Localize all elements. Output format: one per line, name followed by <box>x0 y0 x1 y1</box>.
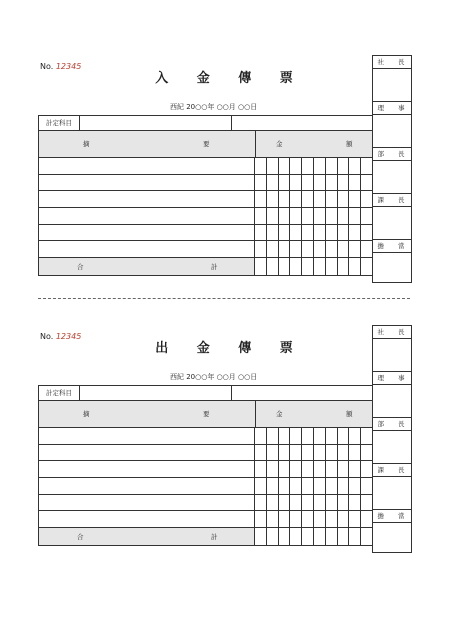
table-row[interactable] <box>39 158 372 175</box>
account-row <box>38 385 372 401</box>
entry-table <box>38 401 372 546</box>
stamp-box-president[interactable]: 社 長 <box>373 56 411 102</box>
table-row[interactable] <box>39 191 372 208</box>
table-row[interactable] <box>39 478 372 495</box>
slip-number: No. 12345 <box>40 62 82 71</box>
table-header: 摘 要 金 額 <box>39 401 372 428</box>
stamp-box-director[interactable]: 理 事 <box>373 102 411 148</box>
stamp-box-section-chief[interactable]: 課 長 <box>373 194 411 240</box>
stamp-box-president[interactable]: 社 長 <box>373 326 411 372</box>
table-header: 摘 要 金 額 <box>39 131 372 158</box>
slip-title: 入 金 傳 票 <box>155 71 305 86</box>
table-row[interactable] <box>39 511 372 528</box>
account-label: 計定科目 <box>39 116 80 130</box>
table-row[interactable] <box>39 461 372 478</box>
stamp-box-manager[interactable]: 部 長 <box>373 418 411 464</box>
approval-stamps <box>372 325 412 553</box>
table-row[interactable] <box>39 495 372 512</box>
account-row <box>38 115 372 131</box>
entry-table <box>38 131 372 276</box>
table-row[interactable] <box>39 241 372 258</box>
total-row: 合 計 <box>39 258 372 275</box>
table-row[interactable] <box>39 445 372 462</box>
slip-date: 西紀 20○○年 ○○月 ○○日 <box>170 103 258 111</box>
approval-stamps <box>372 55 412 283</box>
table-row[interactable] <box>39 428 372 445</box>
slip-number: No. 12345 <box>40 332 82 341</box>
stamp-box-manager[interactable]: 部 長 <box>373 148 411 194</box>
table-row[interactable] <box>39 208 372 225</box>
withdrawal-slip <box>0 270 450 542</box>
slip-date: 西紀 20○○年 ○○月 ○○日 <box>170 373 258 381</box>
table-row[interactable] <box>39 225 372 242</box>
slip-title: 出 金 傳 票 <box>155 341 305 356</box>
stamp-box-director[interactable]: 理 事 <box>373 372 411 418</box>
table-row[interactable] <box>39 175 372 192</box>
stamp-box-staff[interactable]: 擔 當 <box>373 510 411 552</box>
stamp-box-staff[interactable]: 擔 當 <box>373 240 411 282</box>
stamp-box-section-chief[interactable]: 課 長 <box>373 464 411 510</box>
deposit-slip <box>0 0 450 272</box>
total-row: 合 計 <box>39 528 372 545</box>
account-label: 計定科目 <box>39 386 80 400</box>
